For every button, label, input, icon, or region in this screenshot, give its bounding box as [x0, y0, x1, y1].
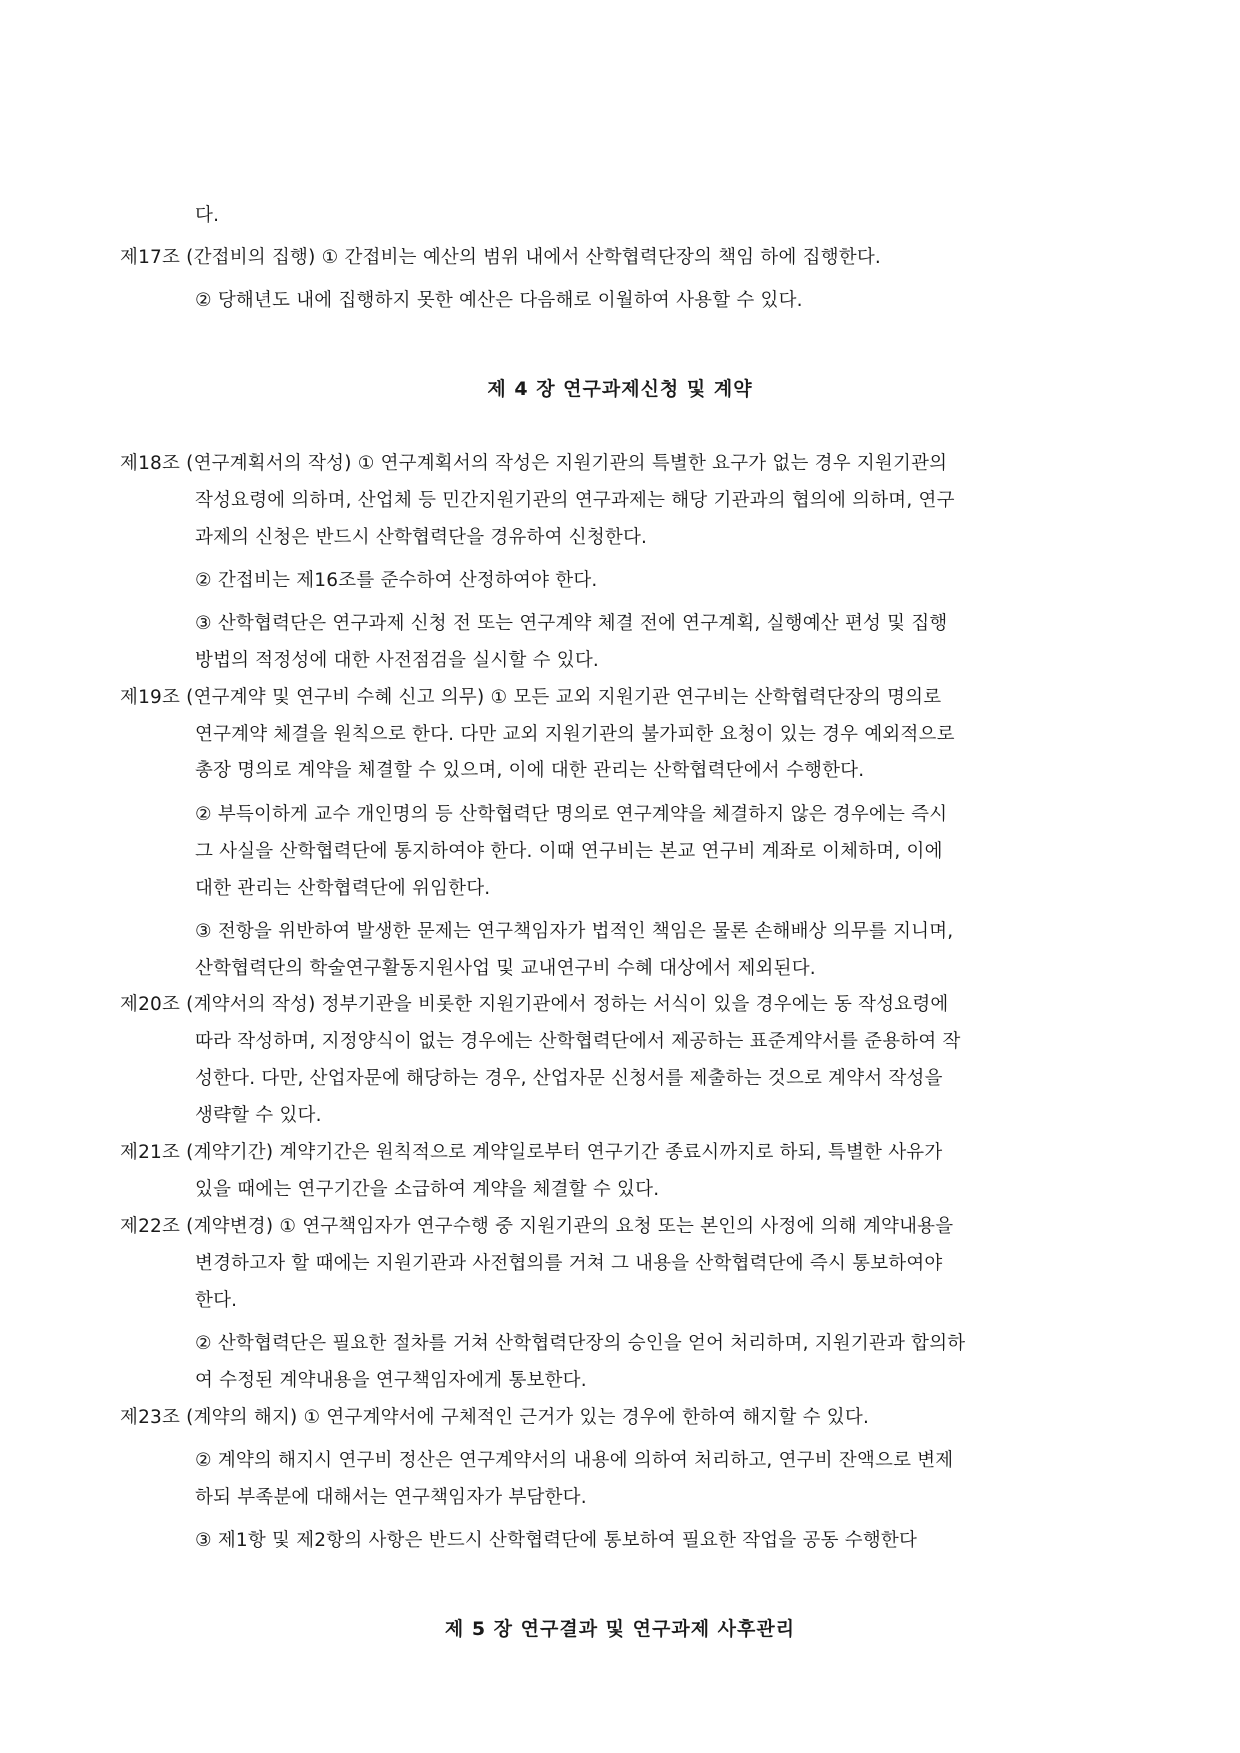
text-line: 과제의 신청은 반드시 산학협력단을 경유하여 신청한다. [195, 527, 648, 548]
text-line: 방법의 적정성에 대한 사전점검을 실시할 수 있다. [195, 650, 599, 671]
chapter-4-heading: 제 4 장 연구과제신청 및 계약 [487, 378, 753, 400]
text-line: 작성요령에 의하며, 산업체 등 민간지원기관의 연구과제는 해당 기관과의 협의에 의하며, 연구 [195, 490, 955, 511]
text-line: ③ 제1항 및 제2항의 사항은 반드시 산학협력단에 통보하여 필요한 작업을 공동 수행한다 [195, 1530, 918, 1551]
text-line: 변경하고자 할 때에는 지원기관과 사전협의를 거쳐 그 내용을 산학협력단에 즉시 통보하여야 [195, 1253, 943, 1274]
text-line: ② 산학협력단은 필요한 절차를 거쳐 산학협력단장의 승인을 얻어 처리하며, 지원기관과 합의하 [195, 1333, 966, 1354]
article-19-line: 제19조 (연구계약 및 연구비 수혜 신고 의무) ① 모든 교외 지원기관 연구비는 산학협력단장의 명의로 [120, 687, 942, 708]
text-line: 산학협력단의 학술연구활동지원사업 및 교내연구비 수혜 대상에서 제외된다. [195, 958, 816, 979]
text-line: 하되 부족분에 대해서는 연구책임자가 부담한다. [195, 1487, 587, 1508]
article-22-line: 제22조 (계약변경) ① 연구책임자가 연구수행 중 지원기관의 요청 또는 본인의 사정에 의해 계약내용을 [120, 1216, 954, 1237]
text-line: 성한다. 다만, 산업자문에 해당하는 경우, 산업자문 신청서를 제출하는 것으로 계약서 작성을 [195, 1068, 943, 1089]
text-line: ③ 전항을 위반하여 발생한 문제는 연구책임자가 법적인 책임은 물론 손해배상 의무를 지니며, [195, 921, 954, 942]
text-line: ② 당해년도 내에 집행하지 못한 예산은 다음해로 이월하여 사용할 수 있다. [195, 290, 803, 311]
text-line: ② 부득이하게 교수 개인명의 등 산학협력단 명의로 연구계약을 체결하지 않은 경우에는 즉시 [195, 804, 948, 825]
text-line: 총장 명의로 계약을 체결할 수 있으며, 이에 대한 관리는 산학협력단에서 수행한다. [195, 760, 865, 781]
article-17-line: 제17조 (간접비의 집행) ① 간접비는 예산의 범위 내에서 산학협력단장의 책임 하에 집행한다. [120, 247, 882, 268]
text-line: 다. [195, 205, 220, 226]
article-23-line: 제23조 (계약의 해지) ① 연구계약서에 구체적인 근거가 있는 경우에 한하여 해지할 수 있다. [120, 1407, 870, 1428]
text-line: ③ 산학협력단은 연구과제 신청 전 또는 연구계약 체결 전에 연구계획, 실행예산 편성 및 집행 [195, 613, 948, 634]
article-18-line: 제18조 (연구계획서의 작성) ① 연구계획서의 작성은 지원기관의 특별한 요구가 없는 경우 지원기관의 [120, 453, 948, 474]
article-21-line: 제21조 (계약기간) 계약기간은 원칙적으로 계약일로부터 연구기간 종료시까지로 하되, 특별한 사유가 [120, 1142, 943, 1163]
text-line: 그 사실을 산학협력단에 통지하여야 한다. 이때 연구비는 본교 연구비 계좌로 이체하며, 이에 [195, 841, 943, 862]
text-line: 있을 때에는 연구기간을 소급하여 계약을 체결할 수 있다. [195, 1179, 660, 1200]
text-line: ② 간접비는 제16조를 준수하여 산정하여야 한다. [195, 570, 598, 591]
text-line: 연구계약 체결을 원칙으로 한다. 다만 교외 지원기관의 불가피한 요청이 있는 경우 예외적으로 [195, 724, 955, 745]
text-line: 한다. [195, 1290, 238, 1311]
article-20-line: 제20조 (계약서의 작성) 정부기관을 비롯한 지원기관에서 정하는 서식이 있을 경우에는 동 작성요령에 [120, 994, 949, 1015]
chapter-5-heading: 제 5 장 연구결과 및 연구과제 사후관리 [444, 1618, 796, 1640]
text-line: 대한 관리는 산학협력단에 위임한다. [195, 878, 491, 899]
text-line: 생략할 수 있다. [195, 1105, 322, 1126]
text-line: 여 수정된 계약내용을 연구책임자에게 통보한다. [195, 1370, 587, 1391]
text-line: ② 계약의 해지시 연구비 정산은 연구계약서의 내용에 의하여 처리하고, 연구비 잔액으로 변제 [195, 1450, 954, 1471]
text-line: 따라 작성하며, 지정양식이 없는 경우에는 산학협력단에서 제공하는 표준계약서를 준용하여 작 [195, 1031, 961, 1052]
